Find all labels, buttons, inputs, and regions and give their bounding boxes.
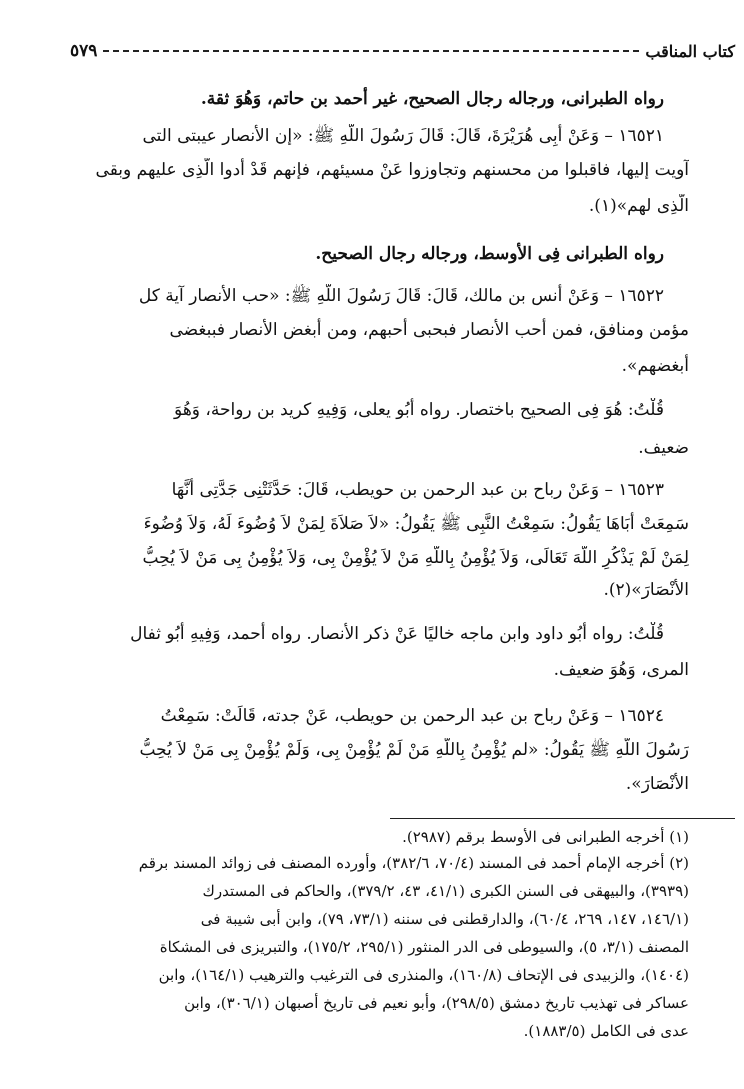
text-line: المرى، وَهُوَ ضعيف. — [553, 660, 689, 680]
footnote-2: (٢) أخرجه الإمام أحمد فى المسند (٧٠/٤، ٣٨٢/٦)، وأورده المصنف فى زوائد المسند برقم — [138, 854, 689, 872]
text-line: أبغضهم». — [621, 356, 689, 376]
text-line: رَسُولَ اللَّهِ ﷺ يَقُولُ: «لم يُؤْمِنُ بِاللَّهِ مَنْ لَمْ يُؤْمِنْ بِى، وَلَمْ يُؤْمِنْ بِى مَنْ لاَ يُحِبُّ — [139, 740, 689, 760]
footnote-line: المصنف (٣/١، ٥)، والسيوطى فى الدر المنثور (٢٩٥/١، ١٧٥/٢)، والتبريزى فى المشكاة — [159, 938, 689, 956]
qultu-note: قُلْتُ: رواه أَبُو داود وابن ماجه خاليًا عَنْ ذكر الأنصار. رواه أحمد، وَفِيهِ أَبُو ثفال — [130, 624, 664, 644]
qultu-note: قُلْتُ: هُوَ فِى الصحيح باختصار. رواه أَبُو يعلى، وَفِيهِ كريد بن رواحة، وَهُوَ — [174, 400, 664, 420]
hadith-16522-line: ١٦٥٢٢ – وَعَنْ أنس بن مالك، قَالَ: قَالَ رَسُولَ اللَّهِ ﷺ: «حب الأنصار آية كل — [138, 286, 664, 306]
hadith-16523-line: ١٦٥٢٣ – وَعَنْ رباح بن عبد الرحمن بن حويطب، قَالَ: حَدَّثَتْنِى جَدَّتِى أَنَّهَا — [171, 480, 664, 500]
footnote-line: (١٤٦/١، ١٤٧، ٢٦٩، ٦٠/٤)، والدارقطنى فى سننه (٧٣/١، ٧٩)، وابن أبى شيبة فى — [200, 910, 689, 928]
text-line: الأَنْصَارَ»(٢). — [603, 580, 689, 600]
footnote-line: عساكر فى تهذيب تاريخ دمشق (٢٩٨/٥)، وأبو نعيم فى تاريخ أصبهان (٣٠٦/١)، وابن — [184, 994, 689, 1012]
text-line: الَّذِى لهم»(١). — [588, 196, 689, 216]
text-line: لِمَنْ لَمْ يَذْكُرِ اللَّهَ تَعَالَى، وَلاَ يُؤْمِنُ بِاللَّهِ مَنْ لاَ يُؤْمِنْ بِى، وَلاَ يُؤْمِنُ بِى مَنْ لاَ يُحِبُّ — [142, 548, 689, 568]
running-header — [70, 38, 735, 64]
footnote-1: (١) أخرجه الطبرانى فى الأوسط برقم (٢٩٨٧). — [402, 828, 689, 846]
book-section-title: كتاب المناقب — [645, 41, 735, 61]
footnote-line: (١٤٠٤)، والزبيدى فى الإتحاف (١٦٠/٨)، والمنذرى فى الترغيب والترهيب (١٦٤/١)، وابن — [158, 966, 689, 984]
text-line: ضعيف. — [638, 438, 689, 458]
hadith-16524-line: ١٦٥٢٤ – وَعَنْ رباح بن عبد الرحمن بن حويطب، عَنْ جدته، قَالَتْ: سَمِعْتُ — [160, 706, 664, 726]
header-rule — [103, 50, 639, 52]
footnote-line: عدى فى الكامل (١٨٨٣/٥). — [523, 1022, 689, 1040]
text-line: مؤمن ومنافق، فمن أحب الأنصار فبحبى أحبهم، ومن أبغض الأنصار فببغضى — [169, 320, 689, 340]
page-number: ٥٧٩ — [70, 41, 98, 61]
footnote-separator — [390, 818, 735, 819]
text-line: الأَنْصَارَ». — [625, 774, 689, 794]
narration-note: رواه الطبرانى فِى الأوسط، ورجاله رجال الصحيح. — [315, 244, 664, 264]
hadith-16521-line: ١٦٥٢١ – وَعَنْ أَبِى هُرَيْرَةَ، قَالَ: قَالَ رَسُولَ اللَّهِ ﷺ: «إن الأنصار عيبتى التى — [142, 126, 664, 146]
text-line: سَمِعَتْ أَبَاهَا يَقُولُ: سَمِعْتُ النَّبِى ﷺ يَقُولُ: «لاَ صَلاَةَ لِمَنْ لاَ وُضُوءَ لَهُ، وَلاَ وُضُوءَ — [143, 514, 689, 534]
text-line: آويت إليها، فاقبلوا من محسنهم وتجاوزوا عَنْ مسيئهم، فإنهم قَدْ أدوا الَّذِى عليهم وبقى — [95, 160, 689, 180]
footnote-line: (٣٩٣٩)، والبيهقى فى السنن الكبرى (٤١/١، ٤٣، ٣٧٩/٢)، والحاكم فى المستدرك — [202, 882, 689, 900]
text-line: رواه الطبرانى، ورجاله رجال الصحيح، غير أحمد بن حاتم، وَهُوَ ثقة. — [200, 89, 664, 109]
